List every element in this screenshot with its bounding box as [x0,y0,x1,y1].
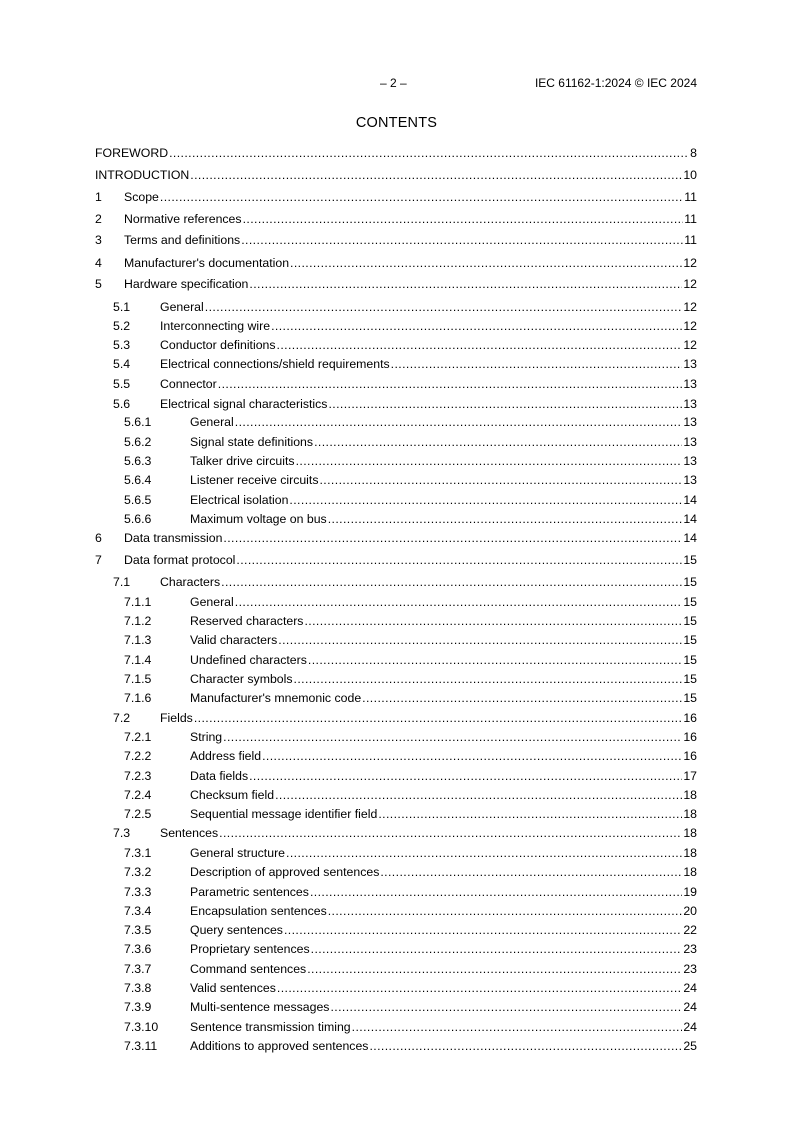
toc-entry-page: 15 [683,653,697,667]
dot-leader [310,884,682,900]
dot-leader [271,318,682,334]
toc-entry[interactable] [0,453,793,469]
toc-entry-title: INTRODUCTION [95,168,190,182]
toc-entry-number: 7.3.2 [124,865,152,879]
toc-entry-title: Sentence transmission timing [190,1020,351,1034]
toc-entry-title: Talker drive circuits [190,454,295,468]
dot-leader [243,211,684,227]
dot-leader [328,511,683,527]
toc-entry-number: 7.3.10 [124,1020,159,1034]
toc-entry-title: Encapsulation sentences [190,904,327,918]
toc-entry-number: 5.6.6 [124,512,152,526]
toc-entry[interactable] [0,806,793,822]
toc-entry-title: General [190,595,234,609]
toc-entry[interactable] [0,167,793,183]
dot-leader [190,167,682,183]
toc-entry-number: 5.6.4 [124,473,152,487]
toc-entry-title: FOREWORD [95,146,169,160]
dot-leader [235,414,683,430]
dot-leader [194,710,683,726]
toc-entry[interactable] [0,710,793,726]
toc-entry[interactable] [0,999,793,1015]
dot-leader [223,530,682,546]
toc-entry-page: 14 [683,493,697,507]
toc-entry-number: 7.3.4 [124,904,152,918]
toc-entry-page: 19 [683,885,697,899]
toc-entry[interactable] [0,903,793,919]
toc-entry-title: Scope [124,190,159,204]
dot-leader [277,980,682,996]
toc-entry-number: 7.1 [113,575,131,589]
toc-entry-title: Command sentences [190,962,307,976]
toc-entry-title: Additions to approved sentences [190,1039,369,1053]
toc-entry-title: General structure [190,846,286,860]
toc-entry[interactable] [0,356,793,372]
toc-entry-number: 7.1.6 [124,691,152,705]
toc-entry-title: Sentences [160,826,219,840]
toc-entry[interactable] [0,941,793,957]
toc-entry-number: 5.4 [113,357,131,371]
toc-entry-page: 11 [684,212,697,226]
toc-entry[interactable] [0,414,793,430]
toc-entry-title: Reserved characters [190,614,304,628]
toc-entry-page: 12 [683,277,697,291]
toc-entry[interactable] [0,530,793,546]
toc-entry-number: 7.2.4 [124,788,152,802]
toc-entry-page: 23 [683,942,697,956]
dot-leader [235,594,683,610]
dot-leader [249,768,682,784]
toc-entry-number: 5.3 [113,338,131,352]
toc-entry-page: 8 [690,146,697,160]
toc-entry-number: 7.3 [113,826,131,840]
toc-entry[interactable] [0,632,793,648]
toc-entry-title: Address field [190,749,262,763]
toc-entry-title: Undefined characters [190,653,307,667]
dot-leader [308,652,682,668]
toc-entry-page: 15 [683,595,697,609]
dot-leader [221,574,682,590]
toc-entry-page: 12 [683,338,697,352]
toc-entry-title: Manufacturer's mnemonic code [190,691,362,705]
toc-entry-page: 22 [683,923,697,937]
dot-leader [278,632,682,648]
toc-entry[interactable] [0,729,793,745]
toc-entry-number: 5.1 [113,300,131,314]
toc-entry[interactable] [0,472,793,488]
page-title: CONTENTS [355,115,438,131]
toc-entry-title: String [190,730,223,744]
toc-entry-page: 12 [683,300,697,314]
toc-entry[interactable] [0,276,793,292]
toc-entry-page: 13 [683,473,697,487]
toc-entry[interactable] [0,690,793,706]
toc-entry-title: Terms and definitions [124,233,241,247]
toc-entry-page: 14 [683,531,697,545]
toc-entry[interactable] [0,574,793,590]
toc-entry-title: Valid characters [190,633,278,647]
dot-leader [352,1019,683,1035]
toc-entry[interactable] [0,652,793,668]
toc-entry-page: 13 [683,415,697,429]
toc-entry-title: Description of approved sentences [190,865,380,879]
toc-entry-number: 7.2 [113,711,131,725]
toc-entry-page: 15 [683,614,697,628]
dot-leader [369,1038,682,1054]
toc-entry-page: 13 [683,377,697,391]
toc-entry-page: 24 [683,1000,697,1014]
toc-entry-title: Proprietary sentences [190,942,310,956]
toc-entry-title: Characters [160,575,221,589]
toc-entry-number: 1 [95,190,102,204]
toc-entry-page: 15 [683,553,697,567]
toc-entry-title: Conductor definitions [160,338,276,352]
dot-leader [330,999,682,1015]
toc-entry-title: Hardware specification [124,277,249,291]
toc-entry-page: 15 [683,672,697,686]
toc-entry-number: 7 [95,553,102,567]
toc-entry-page: 18 [683,788,697,802]
toc-entry-title: Signal state definitions [190,435,314,449]
toc-entry-page: 15 [683,575,697,589]
toc-entry-page: 18 [683,826,697,840]
page-number: – 2 – [380,76,407,90]
toc-entry[interactable] [0,1019,793,1035]
toc-entry-number: 7.3.11 [124,1039,158,1053]
toc-entry-page: 12 [683,319,697,333]
toc-entry-number: 7.1.1 [124,595,152,609]
toc-entry-number: 2 [95,212,102,226]
toc-entry-title: Listener receive circuits [190,473,319,487]
toc-entry-number: 7.1.4 [124,653,152,667]
toc-entry[interactable] [0,396,793,412]
toc-entry-title: Electrical isolation [190,493,289,507]
toc-entry-page: 11 [684,190,697,204]
toc-entry[interactable] [0,232,793,248]
toc-entry[interactable] [0,492,793,508]
toc-entry-page: 15 [683,691,697,705]
toc-entry-number: 7.3.5 [124,923,152,937]
toc-entry-page: 10 [683,168,697,182]
toc-entry-number: 7.2.2 [124,749,152,763]
toc-entry[interactable] [0,337,793,353]
toc-entry-page: 13 [683,435,697,449]
toc-entry-title: Sequential message identifier field [190,807,378,821]
toc-entry-page: 16 [683,711,697,725]
dot-leader [169,145,689,161]
dot-leader [236,552,682,568]
dot-leader [249,276,682,292]
dot-leader [205,299,683,315]
toc-entry-title: Multi-sentence messages [190,1000,330,1014]
toc-entry-page: 12 [683,256,697,270]
toc-entry-page: 18 [683,846,697,860]
toc-entry-page: 13 [683,357,697,371]
toc-entry[interactable] [0,961,793,977]
toc-entry-page: 23 [683,962,697,976]
toc-entry-number: 7.2.1 [124,730,152,744]
toc-entry-title: Electrical signal characteristics [160,397,328,411]
toc-entry-number: 7.3.8 [124,981,152,995]
toc-entry-number: 7.2.5 [124,807,152,821]
toc-entry-number: 5.6.3 [124,454,152,468]
toc-entry-page: 14 [683,512,697,526]
toc-entry[interactable] [0,922,793,938]
toc-entry[interactable] [0,594,793,610]
dot-leader [296,453,683,469]
toc-entry-page: 24 [683,1020,697,1034]
dot-leader [262,748,682,764]
toc-entry-title: Data fields [190,769,249,783]
toc-entry[interactable] [0,748,793,764]
toc-entry-page: 16 [683,730,697,744]
dot-leader [319,472,682,488]
dot-leader [294,671,683,687]
dot-leader [275,787,682,803]
dot-leader [391,356,683,372]
dot-leader [380,864,682,880]
dot-leader [328,396,682,412]
toc-entry-number: 7.3.6 [124,942,152,956]
toc-entry[interactable] [0,189,793,205]
toc-entry[interactable] [0,376,793,392]
toc-entry-number: 5.2 [113,319,131,333]
dot-leader [378,806,682,822]
toc-entry-number: 7.1.3 [124,633,152,647]
dot-leader [311,941,683,957]
toc-entry-number: 7.3.9 [124,1000,152,1014]
dot-leader [304,613,682,629]
document-id: IEC 61162-1:2024 © IEC 2024 [534,76,697,90]
toc-entry-number: 5.6.1 [124,415,152,429]
toc-entry-page: 13 [683,454,697,468]
toc-entry-title: Connector [160,377,217,391]
toc-entry-title: General [190,415,234,429]
toc-entry[interactable] [0,511,793,527]
dot-leader [241,232,683,248]
toc-entry-title: Checksum field [190,788,275,802]
toc-entry[interactable] [0,864,793,880]
toc-entry-page: 18 [683,807,697,821]
dot-leader [277,337,683,353]
toc-entry[interactable] [0,434,793,450]
toc-entry-number: 7.3.1 [124,846,152,860]
toc-entry-title: Electrical connections/shield requirements [160,357,390,371]
toc-entry-number: 7.1.5 [124,672,152,686]
toc-entry-number: 7.2.3 [124,769,152,783]
toc-entry[interactable] [0,145,793,161]
toc-entry[interactable] [0,768,793,784]
toc-entry-number: 5.5 [113,377,131,391]
toc-entry-title: Normative references [124,212,242,226]
toc-entry-title: Valid sentences [190,981,276,995]
toc-entry-title: Data transmission [124,531,223,545]
toc-entry[interactable] [0,671,793,687]
toc-entry-number: 5 [95,277,102,291]
dot-leader [160,189,683,205]
toc-entry-page: 13 [683,397,697,411]
toc-entry-number: 5.6.5 [124,493,152,507]
toc-entry-title: Query sentences [190,923,283,937]
toc-entry[interactable] [0,613,793,629]
dot-leader [290,255,682,271]
dot-leader [307,961,682,977]
toc-entry-title: Interconnecting wire [160,319,271,333]
toc-entry-title: Parametric sentences [190,885,309,899]
toc-entry-page: 20 [683,904,697,918]
toc-entry-title: Maximum voltage on bus [190,512,327,526]
dot-leader [223,729,682,745]
toc-entry-page: 25 [683,1039,697,1053]
toc-entry-number: 7.3.3 [124,885,152,899]
toc-entry[interactable] [0,1038,793,1054]
toc-entry[interactable] [0,299,793,315]
toc-entry[interactable] [0,255,793,271]
dot-leader [219,825,682,841]
toc-entry-number: 3 [95,233,102,247]
dot-leader [328,903,683,919]
toc-entry-number: 7.1.2 [124,614,152,628]
toc-entry-page: 16 [683,749,697,763]
dot-leader [218,376,683,392]
toc-entry-number: 5.6 [113,397,131,411]
toc-entry-title: Fields [160,711,193,725]
toc-entry-page: 17 [683,769,697,783]
toc-entry[interactable] [0,845,793,861]
toc-entry-number: 6 [95,531,102,545]
dot-leader [314,434,682,450]
dot-leader [362,690,682,706]
dot-leader [286,845,682,861]
toc-entry-page: 15 [683,633,697,647]
toc-entry-title: Character symbols [190,672,293,686]
toc-entry-title: Data format protocol [124,553,236,567]
toc-entry-page: 24 [683,981,697,995]
toc-entry-number: 5.6.2 [124,435,152,449]
toc-entry[interactable] [0,318,793,334]
toc-entry-number: 7.3.7 [124,962,152,976]
toc-entry-page: 18 [683,865,697,879]
toc-entry-title: General [160,300,204,314]
toc-entry[interactable] [0,787,793,803]
toc-entry-number: 4 [95,256,102,270]
toc-entry-title: Manufacturer's documentation [124,256,290,270]
toc-entry-page: 11 [684,233,697,247]
toc-entry[interactable] [0,980,793,996]
dot-leader [284,922,682,938]
toc-entry[interactable] [0,884,793,900]
toc-entry[interactable] [0,552,793,568]
toc-entry[interactable] [0,211,793,227]
dot-leader [289,492,682,508]
toc-entry[interactable] [0,825,793,841]
